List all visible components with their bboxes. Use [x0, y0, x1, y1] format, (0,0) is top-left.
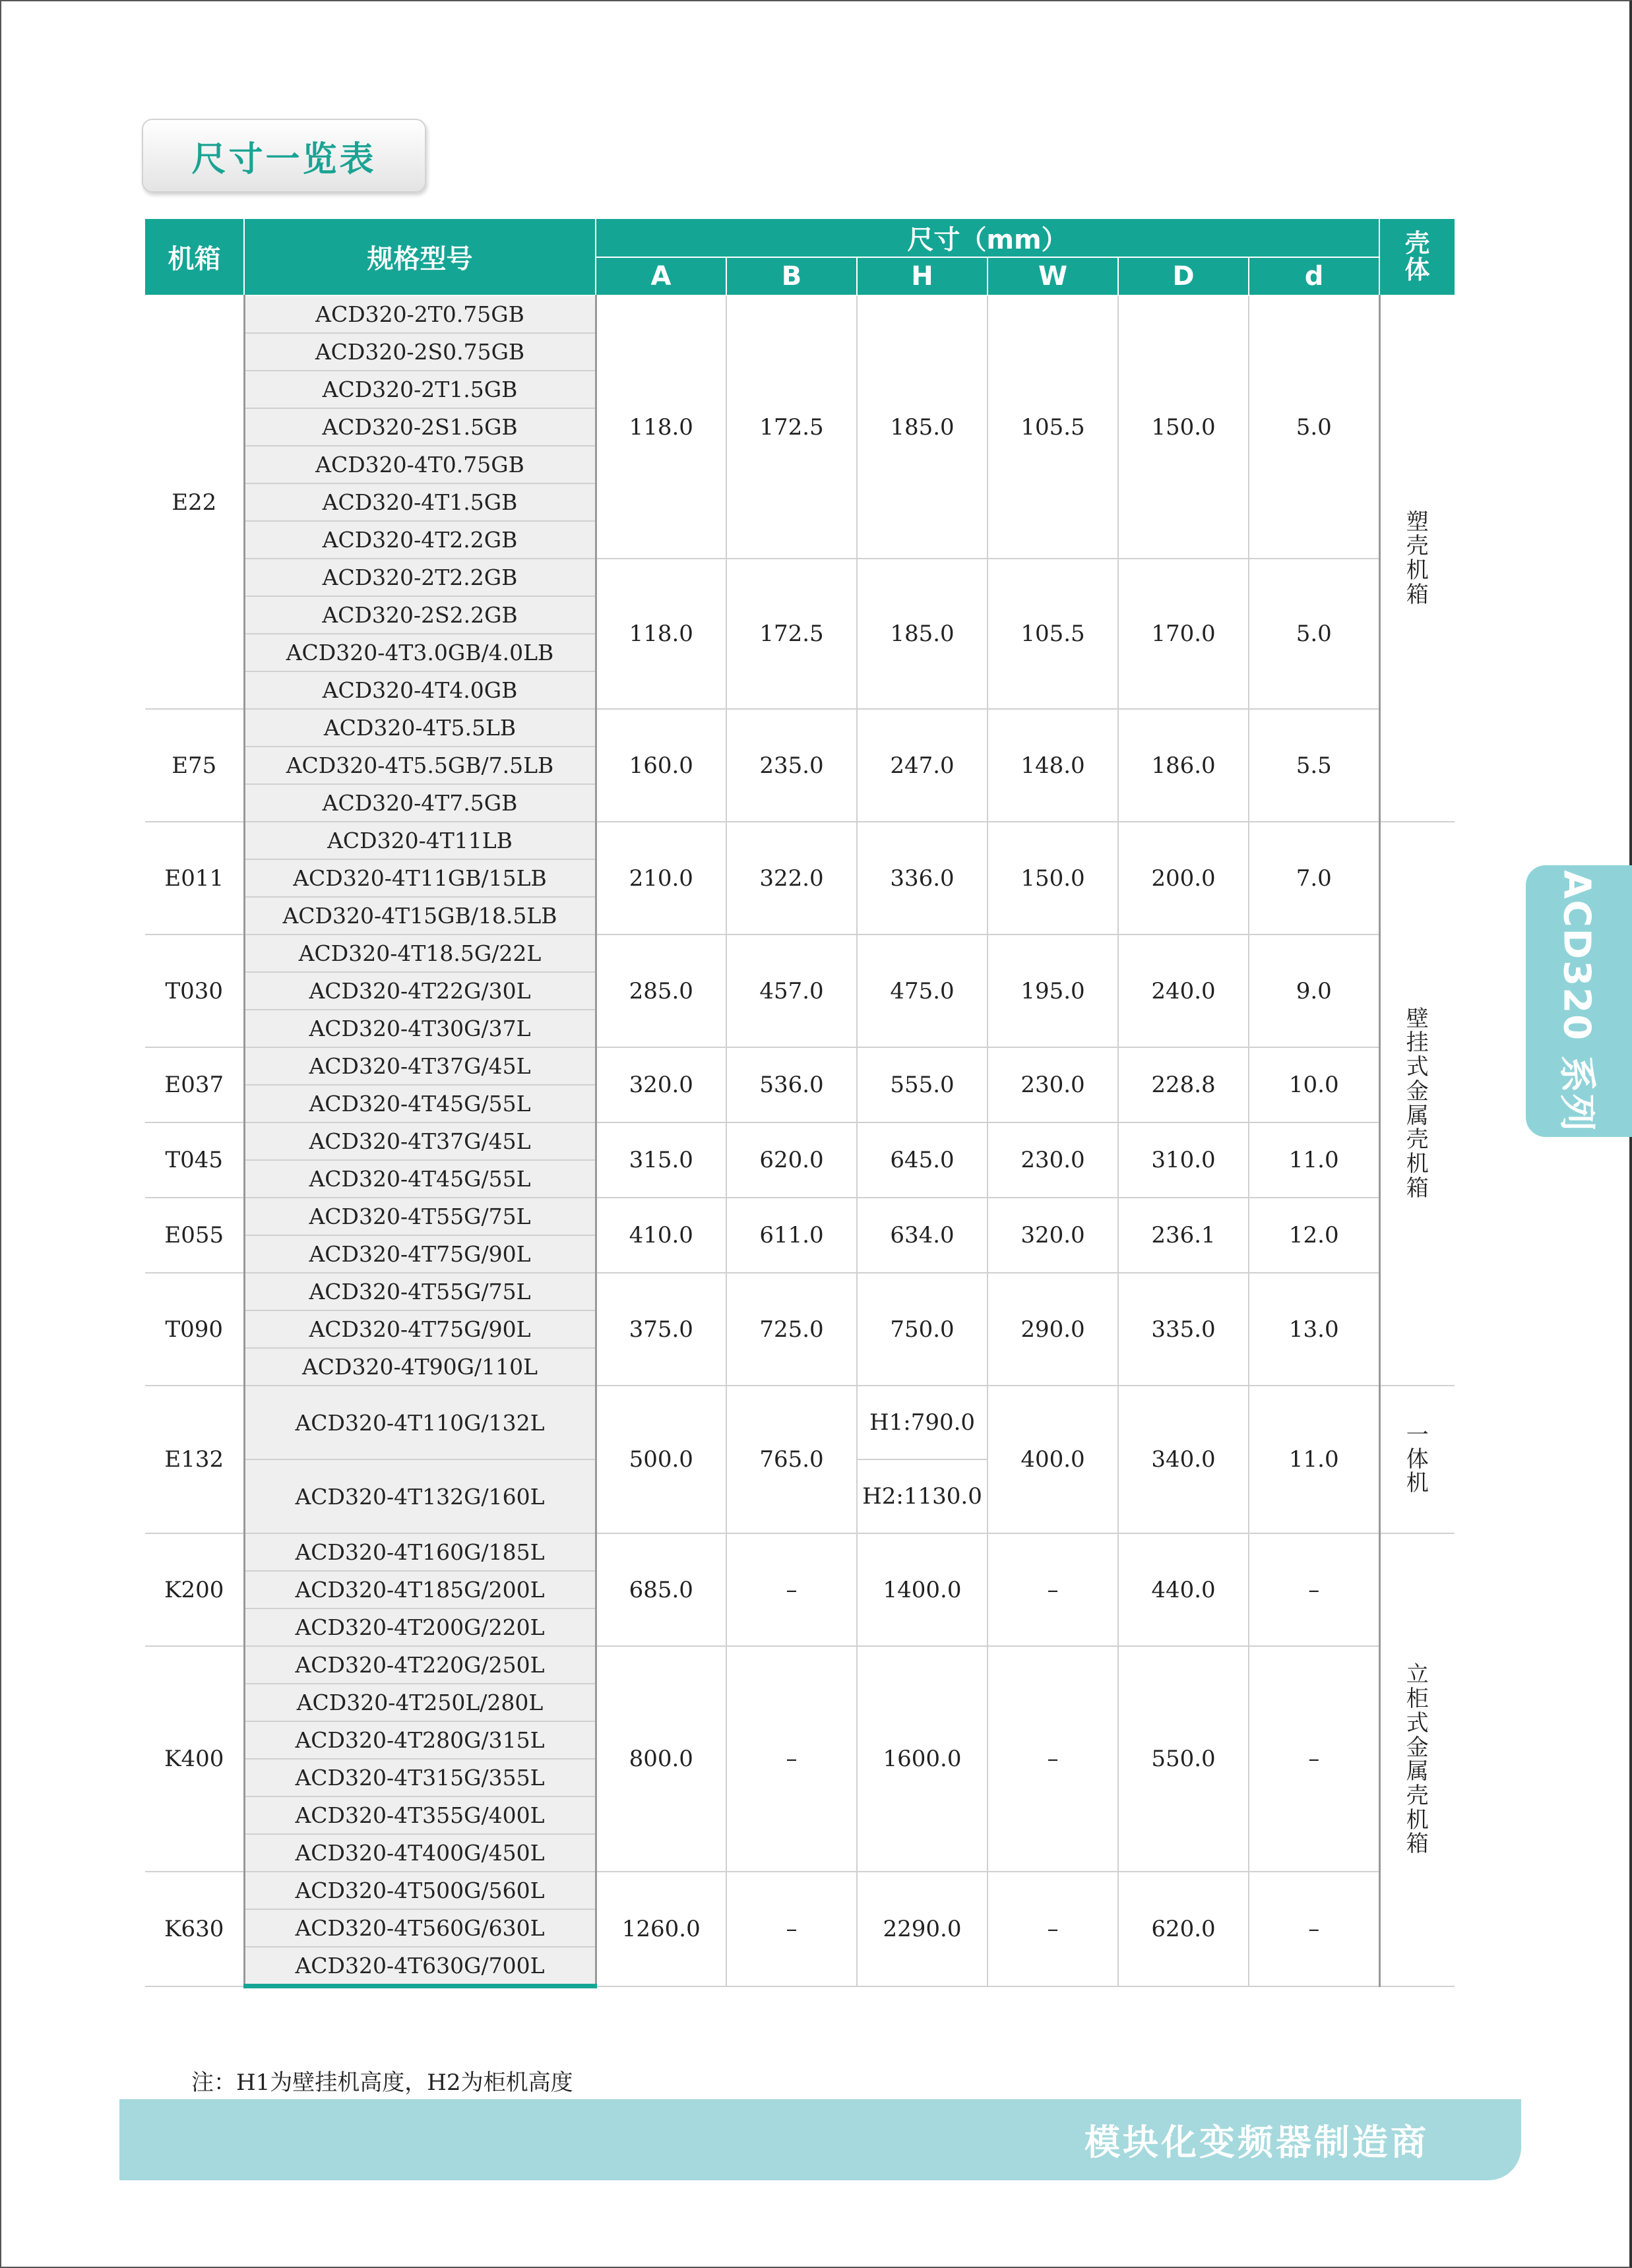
cabinet-cell: K400	[145, 1646, 244, 1872]
dim-h-cell: 185.0	[857, 559, 988, 709]
model-cell: ACD320-4T160G/185L	[244, 1533, 596, 1571]
dim-h-cell: 2290.0	[857, 1872, 988, 1986]
footer-band	[119, 2099, 1521, 2180]
table-row	[145, 1122, 1455, 1160]
model-cell: ACD320-2S0.75GB	[244, 333, 596, 371]
model-cell: ACD320-4T45G/55L	[244, 1085, 596, 1122]
model-cell: ACD320-4T55G/75L	[244, 1273, 596, 1310]
model-cell: ACD320-4T11GB/15LB	[244, 859, 596, 897]
dim-d-cell: –	[1249, 1646, 1379, 1872]
footnote: 注：H1为壁挂机高度，H2为柜机高度	[191, 2069, 573, 2096]
dim-D-cell: 440.0	[1118, 1533, 1249, 1646]
dim-w-cell: 195.0	[988, 935, 1118, 1047]
model-cell: ACD320-4T630G/700L	[244, 1947, 596, 1986]
dim-h-cell: 634.0	[857, 1198, 988, 1273]
dim-D-cell: 150.0	[1118, 295, 1249, 559]
dim-h-cell: 336.0	[857, 822, 988, 935]
model-cell: ACD320-4T90G/110L	[244, 1348, 596, 1386]
header-model: 规格型号	[244, 219, 596, 295]
dim-a-cell: 685.0	[596, 1533, 726, 1646]
dim-h2-cell: H2:1130.0	[857, 1459, 988, 1533]
dim-a-cell: 410.0	[596, 1198, 726, 1273]
dim-d-cell: 13.0	[1249, 1273, 1379, 1386]
cabinet-cell: T090	[145, 1273, 244, 1386]
cabinet-cell: K630	[145, 1872, 244, 1986]
dim-w-cell: 230.0	[988, 1047, 1118, 1122]
model-cell: ACD320-2T2.2GB	[244, 559, 596, 596]
table-row	[145, 1646, 1455, 1684]
dim-D-cell: 186.0	[1118, 709, 1249, 822]
dim-d-cell: 9.0	[1249, 935, 1379, 1047]
model-cell: ACD320-2T0.75GB	[244, 295, 596, 333]
dim-D-cell: 228.8	[1118, 1047, 1249, 1122]
dim-b-cell: 172.5	[726, 295, 857, 559]
model-cell: ACD320-4T75G/90L	[244, 1310, 596, 1348]
dim-w-cell: 400.0	[988, 1386, 1118, 1533]
dim-h-cell: 645.0	[857, 1122, 988, 1198]
dim-a-cell: 500.0	[596, 1386, 726, 1533]
dim-h-cell: 1400.0	[857, 1533, 988, 1646]
table-row	[145, 935, 1455, 972]
dim-h1-cell: H1:790.0	[857, 1386, 988, 1459]
dim-D-cell: 240.0	[1118, 935, 1249, 1047]
dim-b-cell: 765.0	[726, 1386, 857, 1533]
header-d-upper: D	[1118, 257, 1249, 295]
table-row	[145, 709, 1455, 747]
model-cell: ACD320-4T11LB	[244, 822, 596, 859]
model-cell: ACD320-4T1.5GB	[244, 483, 596, 521]
header-a: A	[596, 257, 726, 295]
cabinet-cell: E132	[145, 1386, 244, 1533]
dim-D-cell: 236.1	[1118, 1198, 1249, 1273]
model-cell: ACD320-4T55G/75L	[244, 1198, 596, 1235]
dim-d-cell: 11.0	[1249, 1122, 1379, 1198]
dim-h-cell: 555.0	[857, 1047, 988, 1122]
dim-w-cell: –	[988, 1533, 1118, 1646]
table-row	[145, 822, 1455, 859]
model-cell: ACD320-4T0.75GB	[244, 446, 596, 483]
model-cell: ACD320-4T2.2GB	[244, 521, 596, 559]
cabinet-cell: E75	[145, 709, 244, 822]
dim-w-cell: 105.5	[988, 559, 1118, 709]
dim-h-cell: 1600.0	[857, 1646, 988, 1872]
dim-a-cell: 320.0	[596, 1047, 726, 1122]
dim-w-cell: 150.0	[988, 822, 1118, 935]
dim-h-cell: 247.0	[857, 709, 988, 822]
cabinet-cell: T030	[145, 935, 244, 1047]
dim-w-cell: 105.5	[988, 295, 1118, 559]
dim-D-cell: 550.0	[1118, 1646, 1249, 1872]
dim-h-cell: 185.0	[857, 295, 988, 559]
table-row	[145, 559, 1455, 596]
shell-cell: 塑壳机箱	[1379, 295, 1455, 822]
model-cell: ACD320-4T15GB/18.5LB	[244, 897, 596, 935]
table-row	[145, 295, 1455, 333]
dim-D-cell: 335.0	[1118, 1273, 1249, 1386]
dim-w-cell: 320.0	[988, 1198, 1118, 1273]
model-cell: ACD320-4T5.5GB/7.5LB	[244, 747, 596, 784]
dim-b-cell: 611.0	[726, 1198, 857, 1273]
dim-w-cell: –	[988, 1646, 1118, 1872]
dim-a-cell: 210.0	[596, 822, 726, 935]
model-cell: ACD320-2S1.5GB	[244, 408, 596, 446]
shell-cell: 壁挂式金属壳机箱	[1379, 822, 1455, 1386]
model-cell: ACD320-4T400G/450L	[244, 1834, 596, 1872]
dim-D-cell: 200.0	[1118, 822, 1249, 935]
dim-h-cell: 475.0	[857, 935, 988, 1047]
series-side-tab	[1526, 865, 1632, 1137]
dim-d-cell: 12.0	[1249, 1198, 1379, 1273]
model-cell: ACD320-4T560G/630L	[244, 1909, 596, 1947]
dim-a-cell: 118.0	[596, 295, 726, 559]
dim-b-cell: 620.0	[726, 1122, 857, 1198]
dim-D-cell: 170.0	[1118, 559, 1249, 709]
dimension-table	[145, 219, 1455, 1988]
dim-b-cell: –	[726, 1646, 857, 1872]
footer-slogan: 模块化变频器制造商	[1084, 2122, 1429, 2163]
dim-w-cell: 290.0	[988, 1273, 1118, 1386]
model-cell: ACD320-4T4.0GB	[244, 671, 596, 709]
shell-cell: 一体机	[1379, 1386, 1455, 1533]
dim-a-cell: 118.0	[596, 559, 726, 709]
model-cell: ACD320-4T30G/37L	[244, 1010, 596, 1047]
dim-b-cell: 457.0	[726, 935, 857, 1047]
model-cell: ACD320-4T75G/90L	[244, 1235, 596, 1273]
cabinet-cell: E055	[145, 1198, 244, 1273]
dim-b-cell: –	[726, 1533, 857, 1646]
dim-b-cell: 172.5	[726, 559, 857, 709]
dim-d-cell: 7.0	[1249, 822, 1379, 935]
dim-D-cell: 310.0	[1118, 1122, 1249, 1198]
dim-d-cell: 11.0	[1249, 1386, 1379, 1533]
dim-a-cell: 285.0	[596, 935, 726, 1047]
table-row	[145, 1386, 1455, 1459]
dim-w-cell: 230.0	[988, 1122, 1118, 1198]
table-row	[145, 1047, 1455, 1085]
dim-a-cell: 160.0	[596, 709, 726, 822]
dim-w-cell: –	[988, 1872, 1118, 1986]
model-cell: ACD320-4T3.0GB/4.0LB	[244, 634, 596, 671]
model-cell: ACD320-4T22G/30L	[244, 972, 596, 1010]
model-cell: ACD320-4T37G/45L	[244, 1047, 596, 1085]
model-cell: ACD320-4T18.5G/22L	[244, 935, 596, 972]
model-cell: ACD320-4T220G/250L	[244, 1646, 596, 1684]
dim-a-cell: 375.0	[596, 1273, 726, 1386]
header-shell: 壳体	[1379, 219, 1455, 295]
cabinet-cell: E037	[145, 1047, 244, 1122]
model-cell: ACD320-4T355G/400L	[244, 1796, 596, 1834]
dim-b-cell: –	[726, 1872, 857, 1986]
model-cell: ACD320-2T1.5GB	[244, 371, 596, 408]
table-row	[145, 1872, 1455, 1909]
cabinet-cell: E22	[145, 295, 244, 709]
dim-d-cell: –	[1249, 1533, 1379, 1646]
model-cell: ACD320-4T7.5GB	[244, 784, 596, 822]
header-w: W	[988, 257, 1118, 295]
model-cell: ACD320-4T110G/132L	[244, 1386, 596, 1459]
dim-d-cell: 5.5	[1249, 709, 1379, 822]
dim-b-cell: 235.0	[726, 709, 857, 822]
table-row	[145, 1273, 1455, 1310]
table-row	[145, 1533, 1455, 1571]
table-row	[145, 1198, 1455, 1235]
dim-d-cell: 5.0	[1249, 295, 1379, 559]
shell-cell: 立柜式金属壳机箱	[1379, 1533, 1455, 1986]
model-cell: ACD320-4T500G/560L	[244, 1872, 596, 1909]
series-label: ACD320 系列	[1555, 870, 1598, 1132]
model-cell: ACD320-4T5.5LB	[244, 709, 596, 747]
model-cell: ACD320-4T45G/55L	[244, 1160, 596, 1198]
dim-D-cell: 340.0	[1118, 1386, 1249, 1533]
dim-a-cell: 1260.0	[596, 1872, 726, 1986]
cabinet-cell: E011	[145, 822, 244, 935]
dim-b-cell: 725.0	[726, 1273, 857, 1386]
dim-h-cell: 750.0	[857, 1273, 988, 1386]
model-cell: ACD320-4T200G/220L	[244, 1609, 596, 1646]
model-cell: ACD320-4T185G/200L	[244, 1571, 596, 1609]
dim-b-cell: 536.0	[726, 1047, 857, 1122]
header-d-lower: d	[1249, 257, 1379, 295]
dim-d-cell: 5.0	[1249, 559, 1379, 709]
cabinet-cell: K200	[145, 1533, 244, 1646]
page-title: 尺寸一览表	[142, 119, 426, 193]
header-dimensions: 尺寸（mm）	[596, 219, 1379, 257]
dim-D-cell: 620.0	[1118, 1872, 1249, 1986]
model-cell: ACD320-4T132G/160L	[244, 1459, 596, 1533]
dim-a-cell: 315.0	[596, 1122, 726, 1198]
dim-w-cell: 148.0	[988, 709, 1118, 822]
model-cell: ACD320-4T37G/45L	[244, 1122, 596, 1160]
model-cell: ACD320-2S2.2GB	[244, 596, 596, 634]
dim-a-cell: 800.0	[596, 1646, 726, 1872]
dim-b-cell: 322.0	[726, 822, 857, 935]
model-cell: ACD320-4T280G/315L	[244, 1721, 596, 1759]
header-b: B	[726, 257, 857, 295]
cabinet-cell: T045	[145, 1122, 244, 1198]
dim-d-cell: 10.0	[1249, 1047, 1379, 1122]
dim-d-cell: –	[1249, 1872, 1379, 1986]
header-cabinet: 机箱	[145, 219, 244, 295]
header-h: H	[857, 257, 988, 295]
model-cell: ACD320-4T250L/280L	[244, 1684, 596, 1721]
model-cell: ACD320-4T315G/355L	[244, 1759, 596, 1796]
